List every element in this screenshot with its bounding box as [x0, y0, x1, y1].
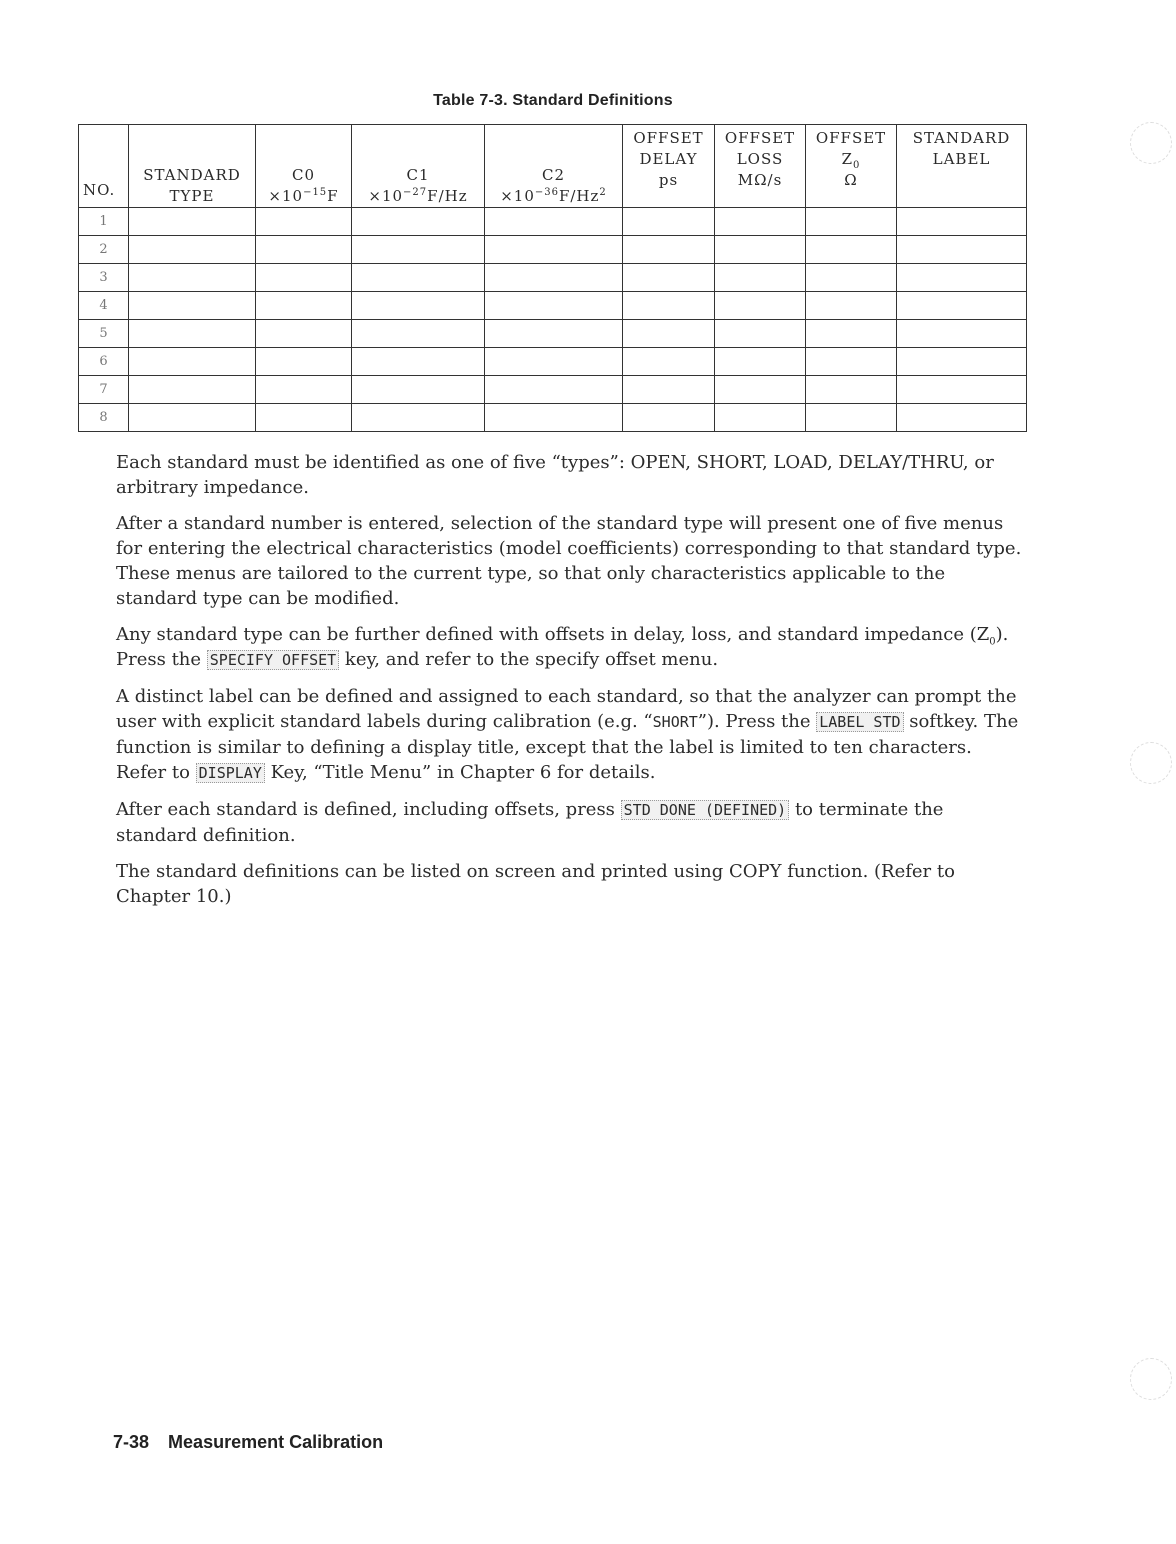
empty-cell — [715, 236, 806, 264]
empty-cell — [352, 236, 485, 264]
header-standard-type-line2: TYPE — [169, 187, 215, 205]
header-c0-name: C0 — [291, 166, 316, 184]
header-offset-loss — [715, 125, 806, 208]
empty-cell — [352, 404, 485, 432]
table-title: Table 7-3. Standard Definitions — [433, 92, 673, 109]
header-c1 — [352, 125, 485, 208]
table-row — [79, 348, 1027, 376]
empty-cell — [129, 292, 256, 320]
body-text — [116, 450, 1026, 920]
empty-cell — [256, 264, 352, 292]
empty-cell — [352, 292, 485, 320]
row-number: 7 — [79, 376, 129, 404]
empty-cell — [623, 320, 715, 348]
table-header-row — [79, 125, 1027, 208]
paragraph-std-done: After each standard is defined, including offsets, press STD DONE (DEFINED) to terminate the standard definition. — [116, 799, 944, 846]
empty-cell — [715, 208, 806, 236]
empty-cell — [485, 264, 623, 292]
header-offset-z0-line1: OFFSET — [815, 129, 887, 147]
empty-cell — [485, 236, 623, 264]
empty-cell — [485, 376, 623, 404]
header-offset-loss-line2: LOSS — [736, 150, 784, 168]
label-std-softkey[interactable]: LABEL STD — [816, 712, 903, 732]
row-number: 6 — [79, 348, 129, 376]
empty-cell — [806, 348, 897, 376]
standard-definitions-table — [78, 124, 1027, 432]
empty-cell — [352, 264, 485, 292]
empty-cell — [806, 376, 897, 404]
empty-cell — [623, 292, 715, 320]
empty-cell — [256, 348, 352, 376]
paragraph-copy: The standard definitions can be listed on screen and printed using COPY function. (Refer to Chapter 10.) — [116, 861, 955, 907]
empty-cell — [806, 292, 897, 320]
empty-cell — [129, 348, 256, 376]
header-standard-type — [129, 125, 256, 208]
header-offset-delay-line1: OFFSET — [633, 129, 704, 147]
empty-cell — [129, 236, 256, 264]
empty-cell — [352, 320, 485, 348]
table-row — [79, 292, 1027, 320]
empty-cell — [129, 264, 256, 292]
specify-offset-key[interactable]: SPECIFY OFFSET — [207, 650, 339, 670]
header-offset-z0-symbol: $Z_0$ — [841, 150, 861, 171]
empty-cell — [897, 404, 1027, 432]
header-c2 — [485, 125, 623, 208]
empty-cell — [256, 404, 352, 432]
binder-hole-bottom — [1130, 1358, 1172, 1400]
empty-cell — [623, 348, 715, 376]
empty-cell — [129, 404, 256, 432]
empty-cell — [806, 264, 897, 292]
display-key[interactable]: DISPLAY — [196, 763, 265, 783]
row-number: 2 — [79, 236, 129, 264]
empty-cell — [256, 376, 352, 404]
empty-cell — [897, 208, 1027, 236]
empty-cell — [897, 236, 1027, 264]
header-c2-unit: $\times 10^{-36}F/Hz^2$ — [500, 187, 607, 205]
empty-cell — [623, 264, 715, 292]
header-standard-type-line1: STANDARD — [143, 166, 241, 184]
empty-cell — [715, 404, 806, 432]
empty-cell — [897, 320, 1027, 348]
empty-cell — [715, 348, 806, 376]
header-offset-z0-unit: Ω — [844, 171, 858, 189]
empty-cell — [897, 348, 1027, 376]
empty-cell — [715, 320, 806, 348]
table-row — [79, 404, 1027, 432]
table-row — [79, 320, 1027, 348]
header-offset-delay-line2: DELAY — [639, 150, 698, 168]
empty-cell — [256, 292, 352, 320]
binder-hole-middle — [1130, 742, 1172, 784]
empty-cell — [485, 404, 623, 432]
empty-cell — [806, 236, 897, 264]
header-offset-loss-line1: OFFSET — [724, 129, 796, 147]
header-offset-delay — [623, 125, 715, 208]
header-standard-label — [897, 125, 1027, 208]
table-row — [79, 236, 1027, 264]
header-standard-label-line2: LABEL — [932, 150, 991, 168]
empty-cell — [623, 376, 715, 404]
row-number: 5 — [79, 320, 129, 348]
row-number: 8 — [79, 404, 129, 432]
empty-cell — [897, 292, 1027, 320]
header-offset-loss-unit: MΩ/s — [737, 171, 783, 189]
header-c0-unit: $\times 10^{-15}F$ — [268, 187, 339, 205]
paragraph-label: A distinct label can be defined and assigned to each standard, so that the analyzer can prompt the user with explicit standard labels during calibration (e.g. “SHORT”). Press the LABEL STD softkey. The function is similar to defining a display title, except that the label is limited to ten characters. Refer to DISPLAY Key, “Title Menu” in Chapter 6 for details. — [116, 686, 1019, 783]
row-number: 1 — [79, 208, 129, 236]
empty-cell — [897, 264, 1027, 292]
paragraph-menus: After a standard number is entered, selection of the standard type will present one of five menus for entering the electrical characteristics (model coefficients) corresponding to that standard type. These menus are tailored to the current type, so that only characteristics applicable to the standard type can be modified. — [116, 513, 1022, 609]
empty-cell — [485, 320, 623, 348]
table-row — [79, 376, 1027, 404]
header-no: NO. — [79, 125, 129, 208]
header-offset-delay-unit: ps — [658, 171, 679, 189]
paragraph-standard-types: Each standard must be identified as one of five “types”: OPEN, SHORT, LOAD, DELAY/THRU, or arbitrary impedance. — [116, 452, 994, 498]
empty-cell — [129, 208, 256, 236]
empty-cell — [897, 376, 1027, 404]
table-row — [79, 264, 1027, 292]
empty-cell — [256, 208, 352, 236]
header-c0 — [256, 125, 352, 208]
empty-cell — [352, 208, 485, 236]
empty-cell — [623, 404, 715, 432]
page-number: 7-38 — [113, 1432, 150, 1452]
empty-cell — [129, 320, 256, 348]
empty-cell — [485, 348, 623, 376]
empty-cell — [715, 264, 806, 292]
row-number: 3 — [79, 264, 129, 292]
empty-cell — [129, 376, 256, 404]
page-footer — [113, 1432, 383, 1453]
empty-cell — [256, 236, 352, 264]
empty-cell — [352, 348, 485, 376]
header-c1-unit: $\times 10^{-27}F/Hz$ — [368, 187, 468, 205]
empty-cell — [806, 208, 897, 236]
empty-cell — [715, 292, 806, 320]
header-c2-name: C2 — [541, 166, 566, 184]
header-c1-name: C1 — [406, 166, 430, 184]
section-title: Measurement Calibration — [168, 1432, 384, 1452]
empty-cell — [715, 376, 806, 404]
binder-hole-top — [1130, 122, 1172, 164]
empty-cell — [623, 236, 715, 264]
empty-cell — [623, 208, 715, 236]
header-standard-label-line1: STANDARD — [912, 129, 1011, 147]
table-row — [79, 208, 1027, 236]
empty-cell — [352, 376, 485, 404]
row-number: 4 — [79, 292, 129, 320]
paragraph-offsets: Any standard type can be further defined with offsets in delay, loss, and standard impedance $(Z_0)$. Press the SPECIFY OFFSET key, and refer to the specify offset menu. — [116, 624, 1009, 670]
empty-cell — [485, 292, 623, 320]
empty-cell — [806, 404, 897, 432]
empty-cell — [806, 320, 897, 348]
short-label-example: SHORT — [652, 713, 698, 731]
empty-cell — [485, 208, 623, 236]
header-offset-z0 — [806, 125, 897, 208]
empty-cell — [256, 320, 352, 348]
std-done-defined-key[interactable]: STD DONE (DEFINED) — [621, 800, 790, 820]
